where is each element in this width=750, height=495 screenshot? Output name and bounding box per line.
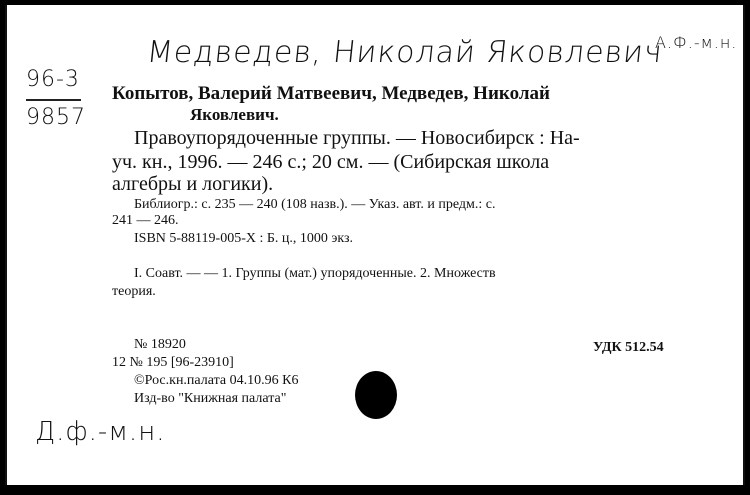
handwritten-degree-mark: А.Ф.-м.н. [655, 33, 738, 52]
isbn-line: ISBN 5-88119-005-X : Б. ц., 1000 экз. [134, 231, 354, 246]
publisher-line: Изд-во "Книжная палата" [134, 391, 287, 406]
udk-code: УДК 512.54 [593, 340, 664, 355]
ink-stamp-blot [355, 371, 397, 419]
subjects-line-2: теория. [112, 284, 156, 299]
copyright-line: ©Рос.кн.палата 04.10.96 К6 [134, 373, 299, 388]
handwritten-bottom-mark: Д.ф.-м.н. [35, 417, 166, 447]
title-line-3: алгебры и логики). [112, 173, 274, 195]
registration-line: 12 № 195 [96-23910] [112, 355, 234, 370]
shelf-divider [26, 99, 81, 101]
subjects-line-1: I. Соавт. — — 1. Группы (мат.) упорядоченные. 2. Множеств [134, 266, 496, 281]
bibliography-line-2: 241 — 246. [112, 213, 179, 228]
title-line-1: Правоупорядоченные группы. — Новосибирск : На- [134, 127, 580, 149]
shelf-number-top: 96-3 [26, 67, 80, 92]
handwritten-heading: Медведев, Николай Яковлевич [145, 35, 665, 70]
authors-line-2: Яковлевич. [190, 105, 279, 124]
bibliography-line-1: Библиогр.: с. 235 — 240 (108 назв.). — Указ. авт. и предм.: с. [134, 197, 496, 212]
title-line-2: уч. кн., 1996. — 246 с.; 20 см. — (Сибирская школа [112, 151, 550, 173]
shelf-number-bottom: 9857 [26, 105, 86, 130]
catalog-card [5, 5, 745, 485]
authors-line: Копытов, Валерий Матвеевич, Медведев, Николай [112, 83, 550, 104]
record-number: № 18920 [134, 337, 186, 352]
